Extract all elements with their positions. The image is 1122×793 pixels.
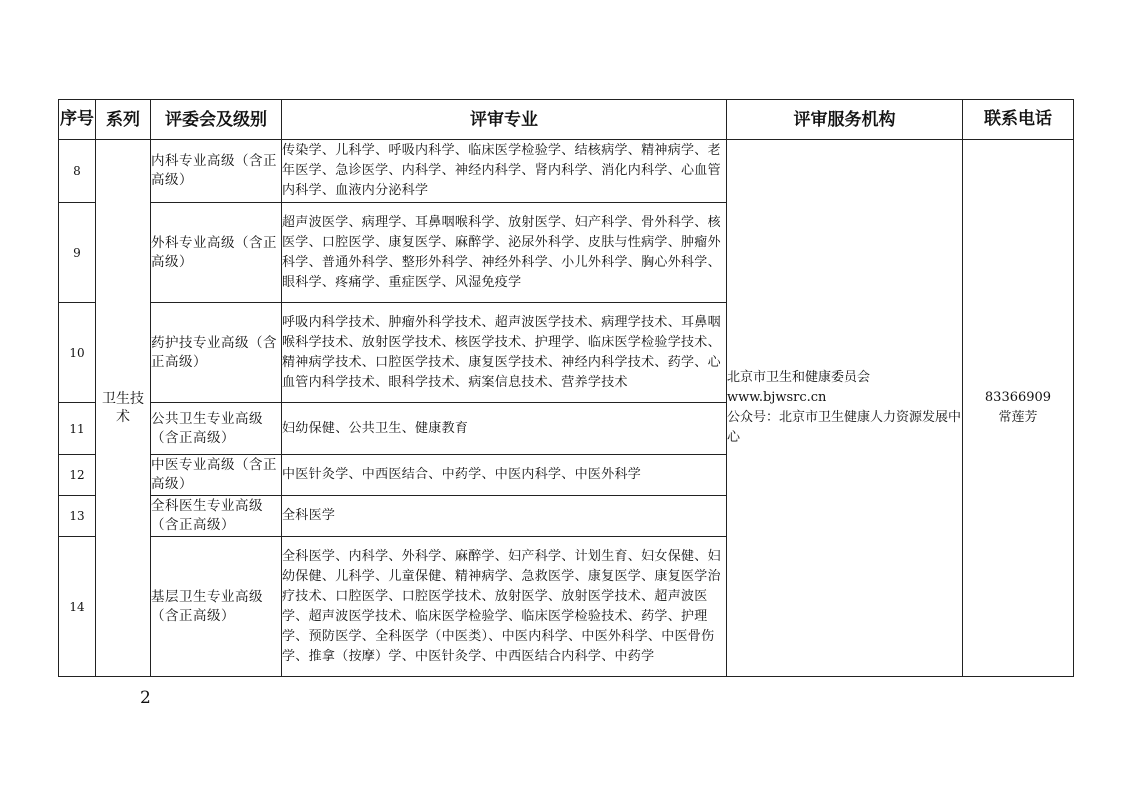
committee-level: 内科专业高级（含正高级） [151, 140, 282, 203]
specialty-list: 超声波医学、病理学、耳鼻咽喉科学、放射医学、妇产科学、骨外科学、核医学、口腔医学、康复医学、麻醉学、泌尿外科学、皮肤与性病学、肿瘤外科学、普通外科学、整形外科学、神经外科学、小儿外科学、胸心外科学、眼科学、疼痛学、重症医学、风湿免疫学 [282, 203, 727, 303]
agency-website: www.bjwsrc.cn [727, 390, 827, 405]
committee-level: 药护技专业高级（含正高级） [151, 303, 282, 403]
header-agency: 评审服务机构 [727, 100, 963, 140]
agency-name: 北京市卫生和健康委员会 [727, 370, 871, 385]
row-number: 12 [59, 455, 96, 496]
specialty-list: 妇幼保健、公共卫生、健康教育 [282, 403, 727, 455]
row-number: 10 [59, 303, 96, 403]
committee-level: 中医专业高级（含正高级） [151, 455, 282, 496]
contact-phone: 83366909 [984, 390, 1052, 405]
header-series: 系列 [96, 100, 151, 140]
specialty-list: 传染学、儿科学、呼吸内科学、临床医学检验学、结核病学、精神病学、老年医学、急诊医学、内科学、神经内科学、肾内科学、消化内科学、心血管内科学、血液内分泌科学 [282, 140, 727, 203]
series-cell: 卫生技术 [96, 140, 151, 677]
table-header-row [59, 100, 1074, 140]
contact-person: 常莲芳 [998, 410, 1038, 425]
committee-level: 基层卫生专业高级（含正高级） [151, 537, 282, 677]
agency-wechat: 公众号：北京市卫生健康人力资源发展中心 [727, 410, 962, 445]
row-number: 11 [59, 403, 96, 455]
committee-level: 全科医生专业高级（含正高级） [151, 496, 282, 537]
committee-level: 外科专业高级（含正高级） [151, 203, 282, 303]
agency-cell [727, 140, 963, 677]
committee-level: 公共卫生专业高级（含正高级） [151, 403, 282, 455]
row-number: 8 [59, 140, 96, 203]
table-row [59, 140, 1074, 203]
page-number: 2 [140, 688, 151, 708]
row-number: 13 [59, 496, 96, 537]
row-number: 9 [59, 203, 96, 303]
row-number: 14 [59, 537, 96, 677]
contact-cell [963, 140, 1074, 677]
specialty-list: 呼吸内科学技术、肿瘤外科学技术、超声波医学技术、病理学技术、耳鼻咽喉科学技术、放射医学技术、核医学技术、护理学、临床医学检验学技术、精神病学技术、口腔医学技术、康复医学技术、神经内科学技术、药学、心血管内科学技术、眼科学技术、病案信息技术、营养学技术 [282, 303, 727, 403]
specialty-list: 中医针灸学、中西医结合、中药学、中医内科学、中医外科学 [282, 455, 727, 496]
specialty-list: 全科医学 [282, 496, 727, 537]
header-contact: 联系电话 [963, 100, 1074, 140]
evaluation-table [58, 99, 1074, 677]
specialty-list: 全科医学、内科学、外科学、麻醉学、妇产科学、计划生育、妇女保健、妇幼保健、儿科学、儿童保健、精神病学、急救医学、康复医学、康复医学治疗技术、口腔医学、口腔医学技术、放射医学、放射医学技术、超声波医学、超声波医学技术、临床医学检验学、临床医学检验技术、药学、护理学、预防医学、全科医学（中医类）、中医内科学、中医外科学、中医骨伤学、推拿（按摩）学、中医针灸学、中西医结合内科学、中药学 [282, 537, 727, 677]
header-specialty: 评审专业 [282, 100, 727, 140]
header-committee: 评委会及级别 [151, 100, 282, 140]
header-serial: 序号 [59, 100, 96, 140]
